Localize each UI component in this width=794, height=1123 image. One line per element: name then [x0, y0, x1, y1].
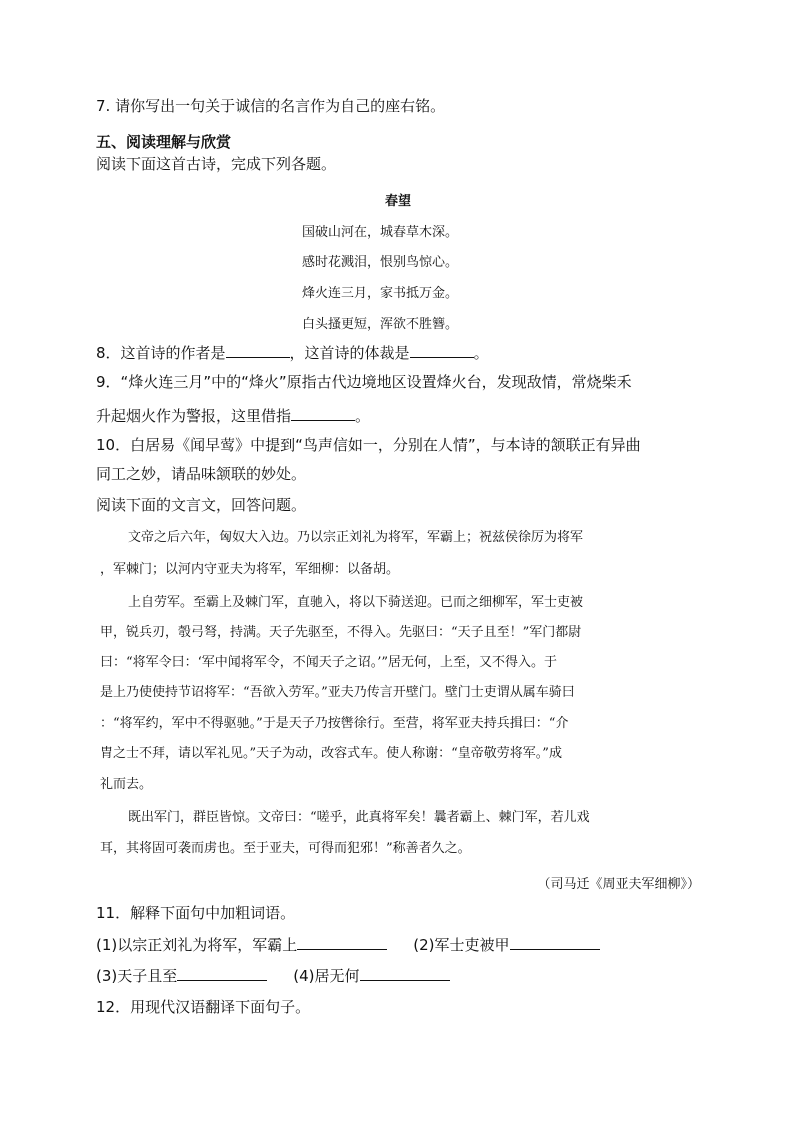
prose-line: ，军棘门；以河内守亚夫为将军，军细柳：以备胡。 [100, 562, 400, 577]
question-11-row [96, 966, 450, 986]
source-citation: （司马迁《周亚夫军细柳》） [537, 877, 700, 892]
question-8-text: 。 [473, 344, 489, 362]
answer-blank[interactable] [510, 935, 600, 950]
prose-line: 耳，其将固可袭而虏也。至于亚夫，可得而犯邪！”称善者久之。 [100, 841, 471, 856]
poem-line: 白头搔更短，浑欲不胜簪。 [302, 317, 459, 332]
poem-intro: 阅读下面这首古诗，完成下列各题。 [96, 155, 337, 173]
prose-intro: 阅读下面的文言文，回答问题。 [96, 496, 307, 514]
prose-line: 文帝之后六年，匈奴大入边。乃以宗正刘礼为将军，军霸上；祝兹侯徐厉为将军 [128, 530, 584, 545]
answer-blank[interactable] [291, 406, 355, 421]
question-8-text: 8．这首诗的作者是 [96, 344, 226, 362]
prose-line: 既出军门，群臣皆惊。文帝曰：“嗟乎，此真将军矣！曩者霸上、棘门军，若儿戏 [128, 810, 590, 825]
question-11-row [96, 935, 600, 955]
question-10-line1: 10．白居易《闻早莺》中提到“鸟声信如一，分别在人情”，与本诗的颔联正有异曲 [96, 436, 641, 454]
question-10-line2: 同工之妙，请品味颔联的妙处。 [96, 465, 307, 483]
question-11-item: (1)以宗正刘礼为将军，军霸上 [96, 936, 298, 954]
prose-line: 是上乃使使持节诏将军：“吾欲入劳军。”亚夫乃传言开壁门。壁门士吏谓从属车骑曰 [100, 685, 575, 700]
poem-line: 国破山河在，城春草木深。 [302, 225, 459, 240]
answer-blank[interactable] [410, 343, 474, 358]
question-9-text: 升起烟火作为警报，这里借指 [96, 407, 292, 425]
question-9-text: 。 [355, 407, 371, 425]
answer-blank[interactable] [297, 935, 387, 950]
answer-blank[interactable] [177, 966, 267, 981]
answer-blank[interactable] [226, 343, 290, 358]
question-9-line1: 9．“烽火连三月”中的“烽火”原指古代边境地区设置烽火台，发现敌情，常烧柴禾 [96, 373, 632, 391]
question-11-item: (4)居无何 [293, 967, 360, 985]
answer-blank[interactable] [360, 966, 450, 981]
prose-line: 胄之士不拜，请以军礼见。”天子为动，改容式车。使人称谢：“皇帝敬劳将军。”成 [100, 746, 562, 761]
question-11-item: (2)军士吏被甲 [413, 936, 510, 954]
question-12: 12．用现代汉语翻译下面句子。 [96, 998, 311, 1016]
prose-line: 甲，锐兵刃，彀弓弩，持满。天子先驱至，不得入。先驱曰：“天子且至！”军门都尉 [100, 625, 582, 640]
prose-line: 曰：“将军令曰：‘军中闻将军令，不闻天子之诏。’”居无何，上至，又不得入。于 [100, 655, 558, 670]
question-11-title: 11．解释下面句中加粗词语。 [96, 904, 296, 922]
question-8-text: ，这首诗的体裁是 [289, 344, 410, 362]
question-11-item: (3)天子且至 [96, 967, 178, 985]
question-8 [96, 343, 489, 363]
prose-line: 上自劳军。至霸上及棘门军，直驰入，将以下骑送迎。已而之细柳军，军士吏被 [128, 595, 584, 610]
poem-line: 烽火连三月，家书抵万金。 [302, 286, 459, 301]
question-7: 7. 请你写出一句关于诚信的名言作为自己的座右铭。 [96, 97, 446, 115]
poem-line: 感时花溅泪，恨别鸟惊心。 [302, 255, 459, 270]
prose-line: ：“将军约，军中不得驱驰。”于是天子乃按辔徐行。至营，将军亚夫持兵揖曰：“介 [100, 716, 569, 731]
prose-line: 礼而去。 [100, 777, 153, 792]
poem-title: 春望 [384, 194, 411, 209]
question-9-line2 [96, 406, 370, 426]
section-title: 五、阅读理解与欣赏 [96, 133, 232, 151]
